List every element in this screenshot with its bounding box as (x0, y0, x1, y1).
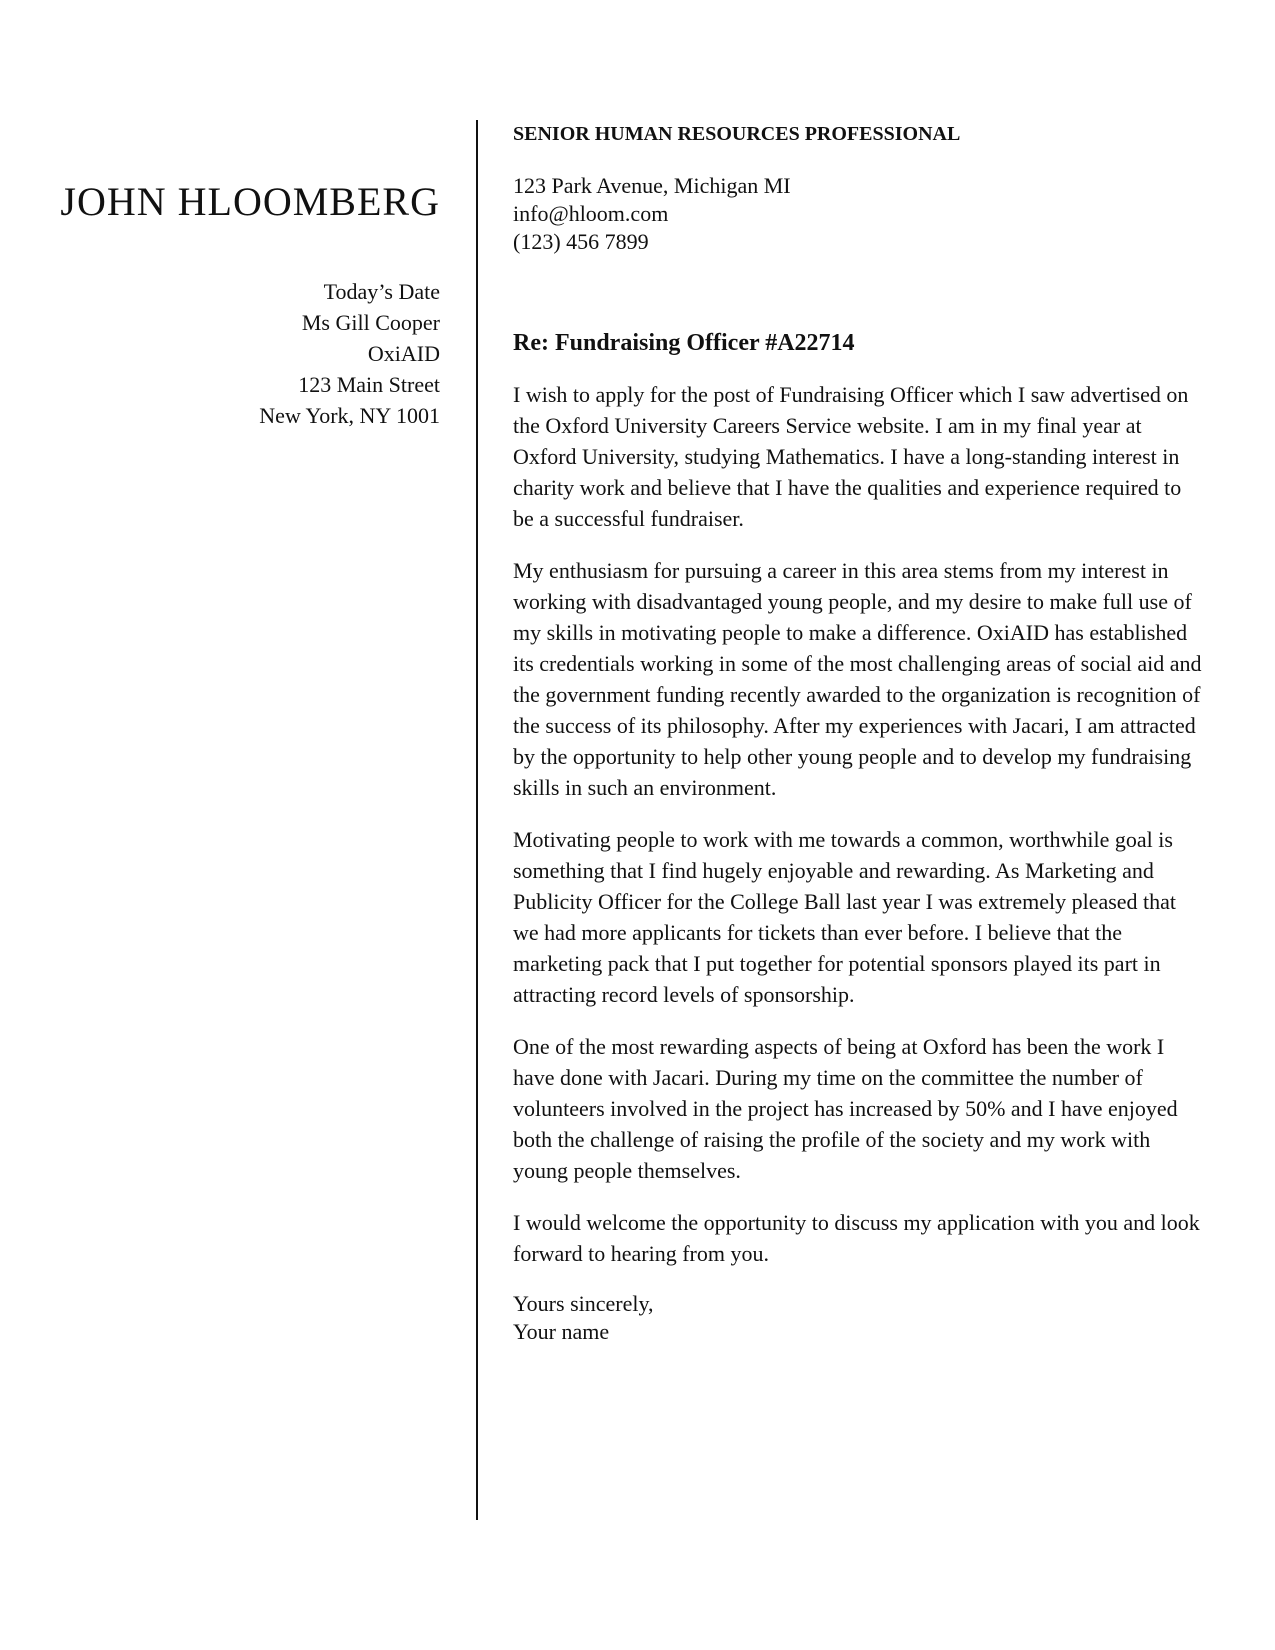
sender-phone: (123) 456 7899 (513, 229, 649, 254)
recipient-name: Ms Gill Cooper (301, 310, 440, 335)
letter-paragraph: I wish to apply for the post of Fundraising Officer which I saw advertised on the Oxford University Careers Service website. I am in my final year at Oxford University, studying Mathematics. I have a long-standing interest in charity work and believe that I have the qualities and experience required to be a successful fundraiser. (513, 382, 1189, 531)
vertical-divider (476, 120, 478, 1520)
letter-signature: Your name (513, 1319, 610, 1344)
letter-paragraph: I would welcome the opportunity to discuss my application with you and look forward to hearing from you. (513, 1210, 1200, 1266)
recipient-city: New York, NY 1001 (259, 403, 440, 428)
letter-paragraph: My enthusiasm for pursuing a career in this area stems from my interest in working with disadvantaged young people, and my desire to make full use of my skills in motivating people to make a difference. OxiAID has established its credentials working in some of the most challenging areas of social aid and the government funding recently awarded to the organization is recognition of the success of its philosophy. After my experiences with Jacari, I am attracted by the opportunity to help other young people and to develop my fundraising skills in such an environment. (513, 558, 1202, 800)
letter-subject: Re: Fundraising Officer #A22714 (513, 330, 855, 356)
sender-name: JOHN HLOOMBERG (60, 179, 440, 224)
letter-closing-block (513, 1290, 1203, 1346)
right-column (513, 120, 1203, 1346)
letter-closing: Yours sincerely, (513, 1291, 654, 1316)
recipient-block (60, 276, 440, 431)
recipient-street: 123 Main Street (298, 372, 440, 397)
sender-email: info@hloom.com (513, 201, 669, 226)
sender-contact (513, 172, 1203, 256)
recipient-company: OxiAID (367, 341, 440, 366)
letter-date: Today’s Date (323, 279, 440, 304)
sender-role: SENIOR HUMAN RESOURCES PROFESSIONAL (513, 123, 961, 145)
letter-paragraph: One of the most rewarding aspects of being at Oxford has been the work I have done with Jacari. During my time on the committee the number of volunteers involved in the project has increased by 50% and I have enjoyed both the challenge of raising the profile of the society and my work with young people themselves. (513, 1034, 1178, 1183)
sender-address: 123 Park Avenue, Michigan MI (513, 173, 791, 198)
letter-paragraph: Motivating people to work with me towards a common, worthwhile goal is something that I find hugely enjoyable and rewarding. As Marketing and Publicity Officer for the College Ball last year I was extremely pleased that we had more applicants for tickets than ever before. I believe that the marketing pack that I put together for potential sponsors played its part in attracting record levels of sponsorship. (513, 827, 1177, 1007)
left-column (60, 178, 440, 431)
